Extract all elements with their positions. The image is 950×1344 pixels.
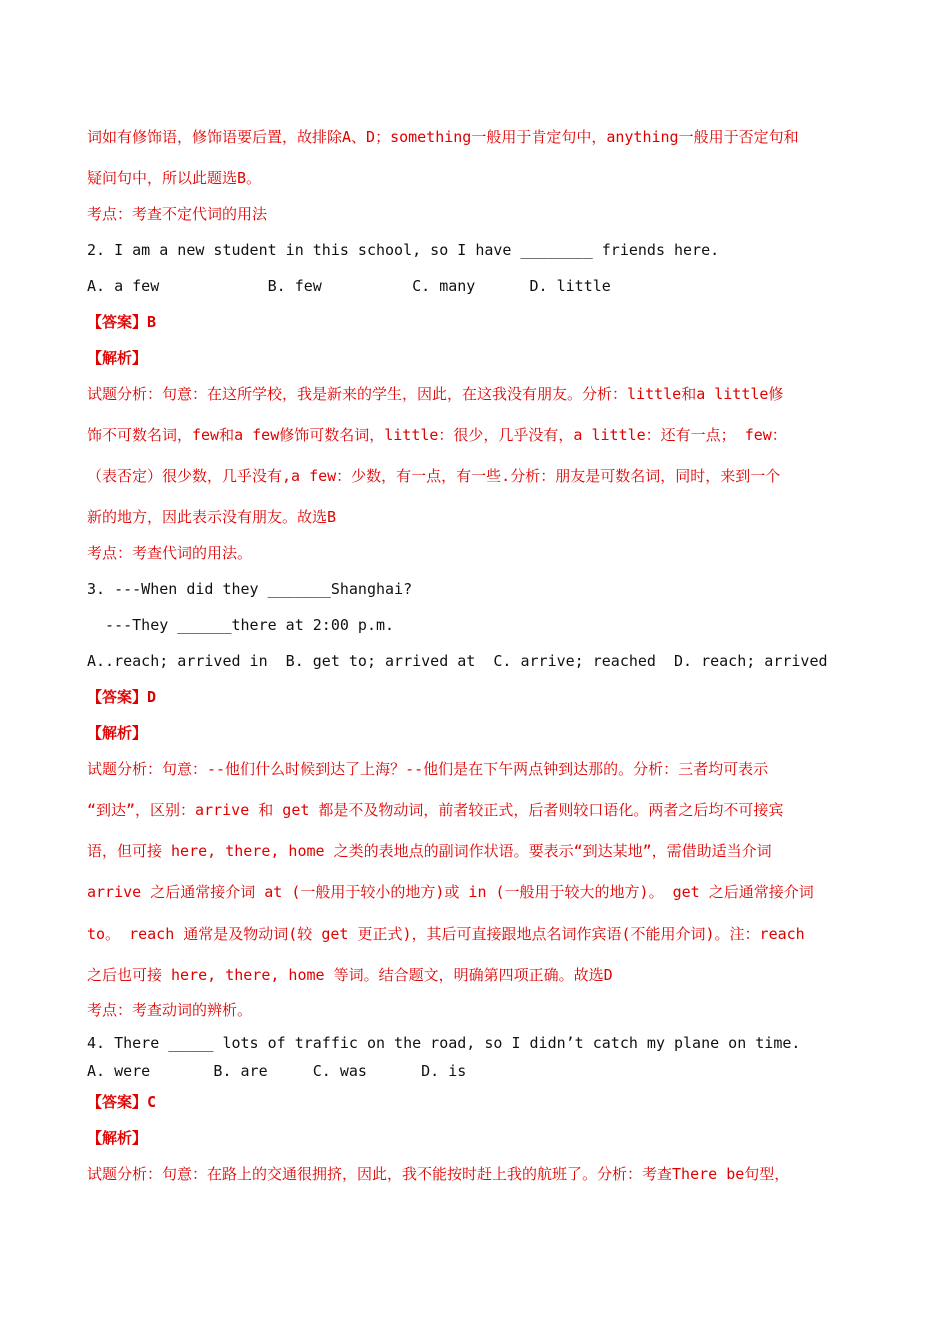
- analysis-label: 【解析】: [87, 349, 148, 367]
- question-2: 2. I am a new student in this school, so I have ________ friends here.: [87, 241, 720, 259]
- explanation-line: 试题分析：句意：--他们什么时候到达了上海？--他们是在下午两点钟到达那的。分析：三者均可表示: [87, 760, 769, 778]
- explanation-line: 试题分析：句意：在这所学校，我是新来的学生，因此，在这我没有朋友。分析：little和a little修: [87, 385, 784, 403]
- explanation-line: 词如有修饰语，修饰语要后置，故排除A、D；something一般用于肯定句中，anything一般用于否定句和: [87, 128, 799, 146]
- key-point-line: 考点：考查不定代词的用法: [87, 205, 268, 223]
- question-3-reply: ---They ______there at 2:00 p.m.: [87, 616, 395, 634]
- explanation-line: 新的地方，因此表示没有朋友。故选B: [87, 508, 337, 526]
- question-4: 4. There _____ lots of traffic on the road, so I didn’t catch my plane on time.: [87, 1034, 801, 1052]
- answer-label: 【答案】B: [87, 313, 157, 331]
- explanation-line: 之后也可接 here, there, home 等词。结合题文，明确第四项正确。故选D: [87, 966, 613, 984]
- question-3-options: A..reach; arrived in B. get to; arrived at C. arrive; reached D. reach; arrived: [87, 652, 828, 670]
- explanation-line: 试题分析：句意：在路上的交通很拥挤，因此，我不能按时赶上我的航班了。分析：考查There be句型，: [87, 1165, 790, 1183]
- answer-label: 【答案】C: [87, 1093, 157, 1111]
- explanation-line: 饰不可数名词，few和a few修饰可数名词，little：很少，几乎没有，a little：还有一点； few：: [87, 426, 787, 444]
- key-point-line: 考点：考查代词的用法。: [87, 544, 253, 562]
- question-2-options: A. a few B. few C. many D. little: [87, 277, 611, 295]
- explanation-line: “到达”，区别：arrive 和 get 都是不及物动词，前者较正式，后者则较口语化。两者之后均不可接宾: [87, 801, 784, 819]
- explanation-line: 语，但可接 here, there, home 之类的表地点的副词作状语。要表示“到达某地”，需借助适当介词: [87, 842, 772, 860]
- question-4-options: A. were B. are C. was D. is: [87, 1062, 467, 1080]
- explanation-line: to。 reach 通常是及物动词(较 get 更正式)，其后可直接跟地点名词作宾语(不能用介词)。注：reach: [87, 925, 805, 943]
- answer-label: 【答案】D: [87, 688, 157, 706]
- explanation-line: （表否定）很少数，几乎没有,a few：少数，有一点，有一些.分析：朋友是可数名词，同时，来到一个: [87, 467, 781, 485]
- analysis-label: 【解析】: [87, 1129, 148, 1147]
- explanation-line: 疑问句中，所以此题选B。: [87, 169, 262, 187]
- analysis-label: 【解析】: [87, 724, 148, 742]
- explanation-line: arrive 之后通常接介词 at (一般用于较小的地方)或 in (一般用于较大的地方)。 get 之后通常接介词: [87, 883, 814, 901]
- question-3: 3. ---When did they _______Shanghai?: [87, 580, 413, 598]
- key-point-line: 考点：考查动词的辨析。: [87, 1001, 253, 1019]
